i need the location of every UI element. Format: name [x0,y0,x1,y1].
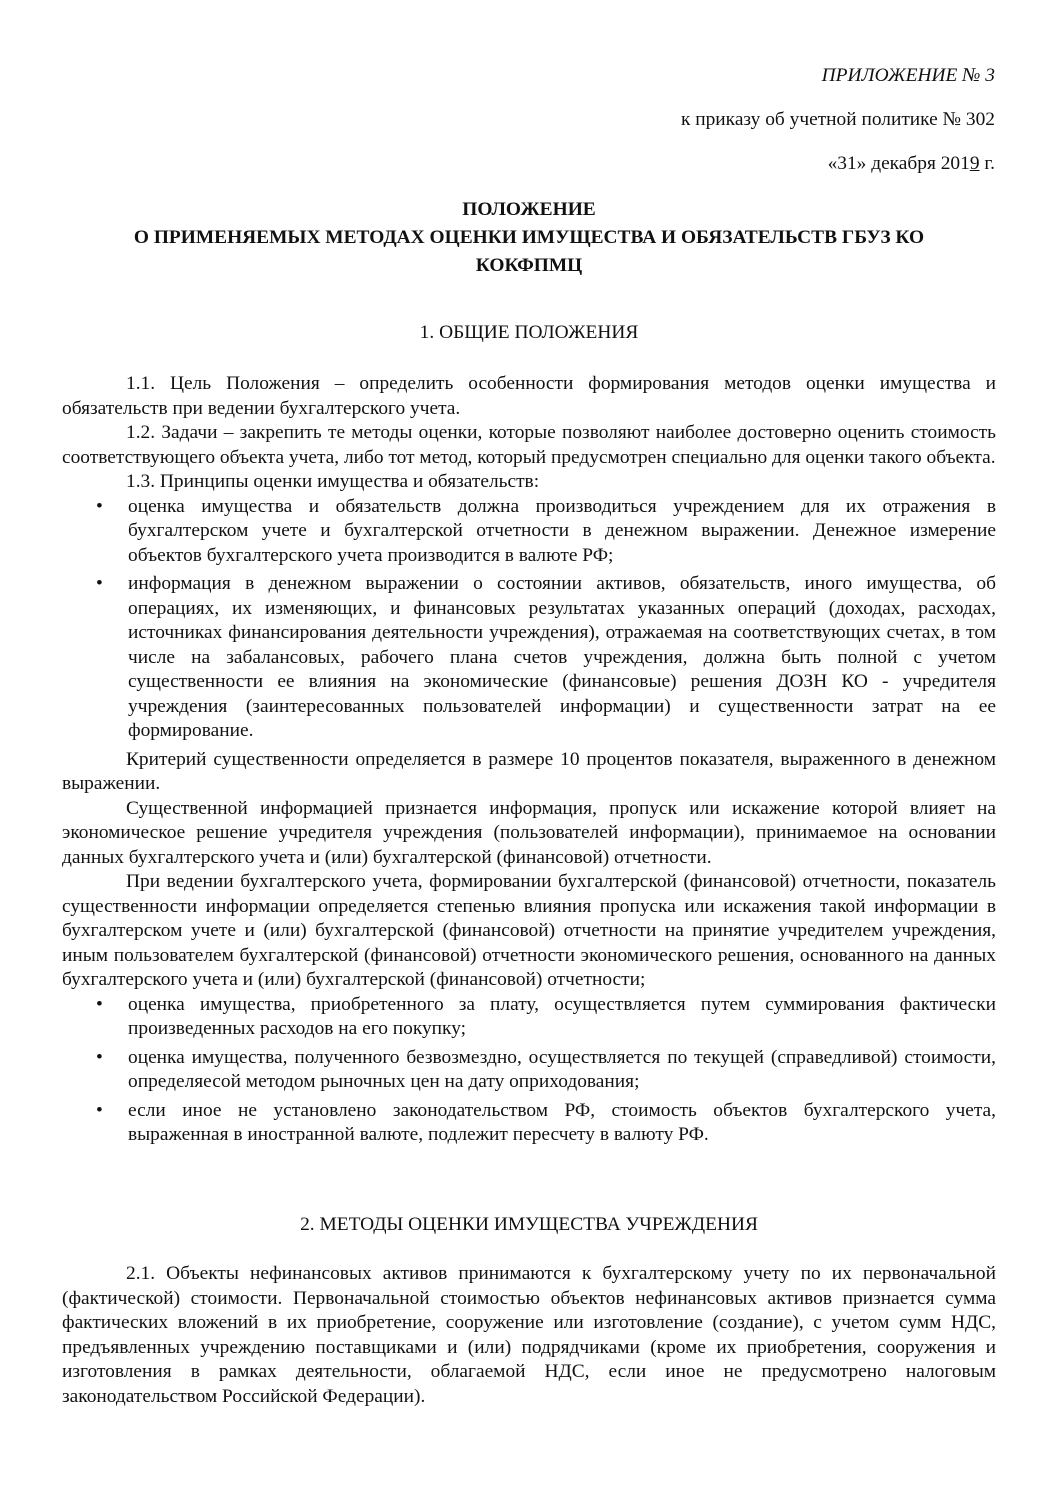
list-item [62,1046,996,1095]
list-item-text: оценка имущества, приобретенного за плату, осуществляется путем суммирования фактически произведенных расходов на его покупку; [128,993,996,1039]
order-reference: к приказу об учетной политике № 302 [680,109,995,130]
principles-list [62,495,996,744]
list-item-text: если иное не установлено законодательством РФ, стоимость объектов бухгалтерского учета, выраженная в иностранной валюте, подлежит пересчету в валюту РФ. [128,1099,996,1145]
title-line-1: ПОЛОЖЕНИЕ [462,199,596,220]
list-item [62,495,996,569]
section-1-heading: 1. ОБЩИЕ ПОЛОЖЕНИЯ [419,322,639,343]
list-item-text: оценка имущества, полученного безвозмездно, осуществляется по текущей (справедливой) стоимости, определяесой методом рыночных цен на дату оприходования; [128,1046,996,1092]
order-date [828,152,995,177]
title-line-2: О ПРИМЕНЯЕМЫХ МЕТОДАХ ОЦЕНКИ ИМУЩЕСТВА И ОБЯЗАТЕЛЬСТВ ГБУЗ КО [133,227,925,248]
list-item [62,572,996,744]
section-1-body [62,372,996,1152]
bullet-icon: • [96,495,103,517]
list-item-text: информация в денежном выражении о состоянии активов, обязательств, иного имущества, об операциях, их изменяющих, и финансовых результатах указанных операций (доходах, расходах, источниках финансирования деятельности учреждения), отражаемая на соответствующих счетах, в том числе на забалансовых, рабочего плана счетов учреждения, должна быть полной с учетом существенности ее влияния на экономические (финансовые) решения ДОЗН КО - учредителя учреждения (заинтересованных пользователей информации) и существенности затрат на ее формирование. [128,573,996,741]
section-2-body [62,1262,996,1409]
paragraph-1-1: 1.1. Цель Положения – определить особенности формирования методов оценки имущества и обязательств при ведении бухгалтерского учета. [62,373,996,419]
bullet-icon: • [96,993,103,1015]
list-item [62,1099,996,1148]
order-date-year-digit: 9 [969,153,980,174]
title-line-3: КОКФПМЦ [475,255,583,276]
paragraph-criterion: Критерий существенности определяется в размере 10 процентов показателя, выраженного в денежном выражении. [62,748,996,794]
paragraph-2-1: 2.1. Объекты нефинансовых активов принимаются к бухгалтерскому учету по их первоначальной (фактической) стоимости. Первоначальной стоимостью объектов нефинансовых активов признается сумма фактических вложений в их приобретение, сооружение или изготовление (создание), с учетом сумм НДС, предъявленных учреждению поставщиками и (или) подрядчиками (кроме их приобретения, сооружения и изготовления в рамках деятельности, облагаемой НДС, если иное не предусмотрено налоговым законодательством Российской Федерации). [62,1263,996,1407]
order-date-suffix: г. [979,153,995,174]
order-date-main: «31» декабря 201 [827,153,970,174]
paragraph-1-2: 1.2. Задачи – закрепить те методы оценки, которые позволяют наиболее достоверно оценить стоимость соответствующего объекта учета, либо тот метод, который предусмотрен специально для оценки такого объекта. [62,422,996,468]
paragraph-material-info: Существенной информацией признается информация, пропуск или искажение которой влияет на экономическое решение учредителя учреждения (пользователей информации), принимаемое на основании данных бухгалтерского учета и (или) бухгалтерской (финансовой) отчетности. [62,797,996,868]
section-2-heading: 2. МЕТОДЫ ОЦЕНКИ ИМУЩЕСТВА УЧРЕЖДЕНИЯ [300,1214,758,1235]
bullet-icon: • [96,1099,103,1121]
document-title [62,196,996,280]
appendix-label: ПРИЛОЖЕНИЕ № 3 [821,65,995,86]
bullet-icon: • [96,573,103,594]
list-item-text: оценка имущества и обязательств должна производиться учреждением для их отражения в бухгалтерском учете и бухгалтерской отчетности в денежном выражении. Денежное измерение объектов бухгалтерского учета производится в валюте РФ; [128,495,996,566]
paragraph-1-3: 1.3. Принципы оценки имущества и обязательств: [126,471,540,492]
valuation-list [62,993,996,1148]
bullet-icon: • [96,1046,103,1068]
list-item [62,993,996,1042]
paragraph-materiality-indicator: При ведении бухгалтерского учета, формировании бухгалтерской (финансовой) отчетности, показатель существенности информации определяется степенью влияния пропуска или искажения такой информации в бухгалтерском учете и (или) бухгалтерской (финансовой) отчетности на принятие учредителем учреждения, иным пользователем бухгалтерской (финансовой) отчетности экономического решения, основанного на данных бухгалтерского учета и (или) бухгалтерской (финансовой) отчетности; [62,871,996,990]
